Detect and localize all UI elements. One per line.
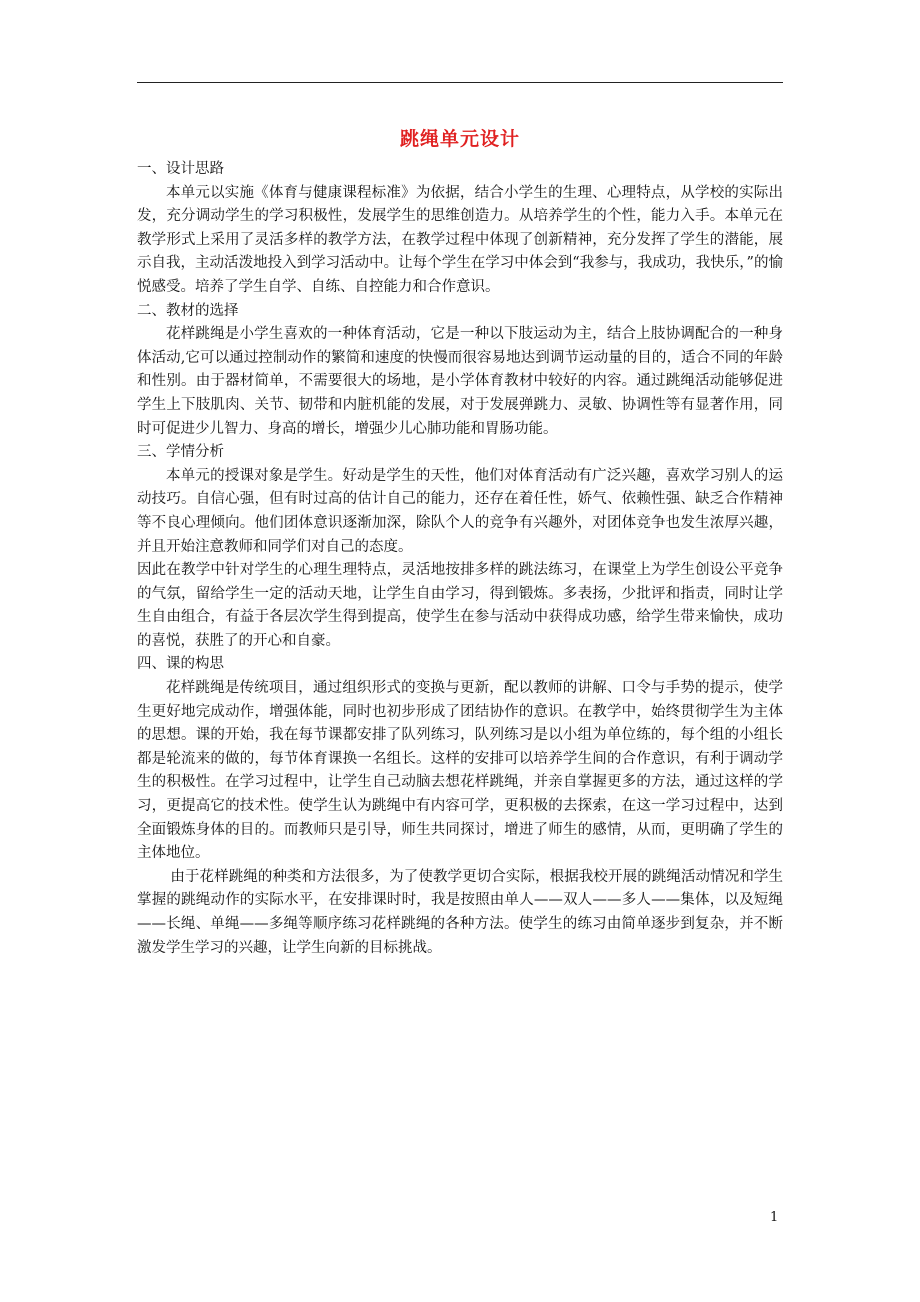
paragraph: 花样跳绳是传统项目，通过组织形式的变换与更新，配以教师的讲解、口令与手势的提示，使学生更好地完成动作，增强体能，同时也初步形成了团结协作的意识。在教学中，始终贯彻学生为主体的思想。课的开始，我在每节课都安排了队列练习，队列练习是以小组为单位练的，每个组的小组长都是轮流来的做的，每节体育课换一名组长。这样的安排可以培养学生间的合作意识，有利于调动学生的积极性。在学习过程中，让学生自己动脑去想花样跳绳，并亲自掌握更多的方法，通过这样的学习，更提高它的技术性。使学生认为跳绳中有内容可学，更积极的去探索，在这一学习过程中，达到全面锻炼身体的目的。而教师只是引导，师生共同探讨，增进了师生的感情，从而，更明确了学生的主体地位。 bbox=[137, 680, 783, 862]
header-rule bbox=[137, 82, 783, 83]
paragraph: 由于花样跳绳的种类和方法很多，为了使教学更切合实际，根据我校开展的跳绳活动情况和学生掌握的跳绳动作的实际水平，在安排课时时，我是按照由单人——双人——多人——集体，以及短绳——长绳、单绳——多绳等顺序练习花样跳绳的各种方法。使学生的练习由简单逐步到复杂，并不断激发学生学习的兴趣，让学生向新的目标挑战。 bbox=[137, 868, 783, 956]
paragraph: 本单元以实施《体育与健康课程标准》为依据，结合小学生的生理、心理特点，从学校的实际出发，充分调动学生的学习积极性，发展学生的思维创造力。从培养学生的个性，能力入手。本单元在教学形式上采用了灵活多样的教学方法，在教学过程中体现了创新精神，充分发挥了学生的潜能，展示自我，主动活泼地投入到学习活动中。让每个学生在学习中体会到“我参与，我成功，我快乐，”的愉悦感受。培养了学生自学、自练、自控能力和合作意识。 bbox=[137, 184, 783, 295]
paragraph: 花样跳绳是小学生喜欢的一种体育活动，它是一种以下肢运动为主，结合上肢协调配合的一种身体活动,它可以通过控制动作的繁简和速度的快慢而很容易地达到调节运动量的目的，适合不同的年龄和性别。由于器材简单，不需要很大的场地，是小学体育教材中较好的内容。通过跳绳活动能够促进学生上下肢肌肉、关节、韧带和内脏机能的发展，对于发展弹跳力、灵敏、协调性等有显著作用，同时可促进少儿智力、身高的增长，增强少儿心肺功能和胃肠功能。 bbox=[137, 326, 783, 437]
section-heading: 三、学情分析 bbox=[137, 444, 224, 461]
document-body bbox=[137, 158, 783, 960]
page-number: 1 bbox=[770, 1210, 779, 1225]
section-heading: 四、课的构思 bbox=[137, 656, 224, 673]
document-title: 跳绳单元设计 bbox=[399, 128, 520, 150]
section-heading: 二、教材的选择 bbox=[137, 302, 239, 319]
paragraph: 因此在教学中针对学生的心理生理特点，灵活地按排多样的跳法练习，在课堂上为学生创设公平竞争的气氛，留给学生一定的活动天地，让学生自由学习，得到锻炼。多表扬，少批评和指责，同时让学生自由组合，有益于各层次学生得到提高，使学生在参与活动中获得成功感，给学生带来愉快，成功的喜悦，获胜了的开心和自豪。 bbox=[137, 562, 783, 649]
section-heading: 一、设计思路 bbox=[137, 161, 224, 177]
paragraph: 本单元的授课对象是学生。好动是学生的天性，他们对体育活动有广泛兴趣，喜欢学习别人的运动技巧。自信心强，但有时过高的估计自己的能力，还存在着任性，娇气、依赖性强、缺乏合作精神等不良心理倾向。他们团体意识逐渐加深，除队个人的竞争有兴趣外，对团体竞争也发生浓厚兴趣，并且开始注意教师和同学们对自己的态度。 bbox=[137, 467, 783, 555]
